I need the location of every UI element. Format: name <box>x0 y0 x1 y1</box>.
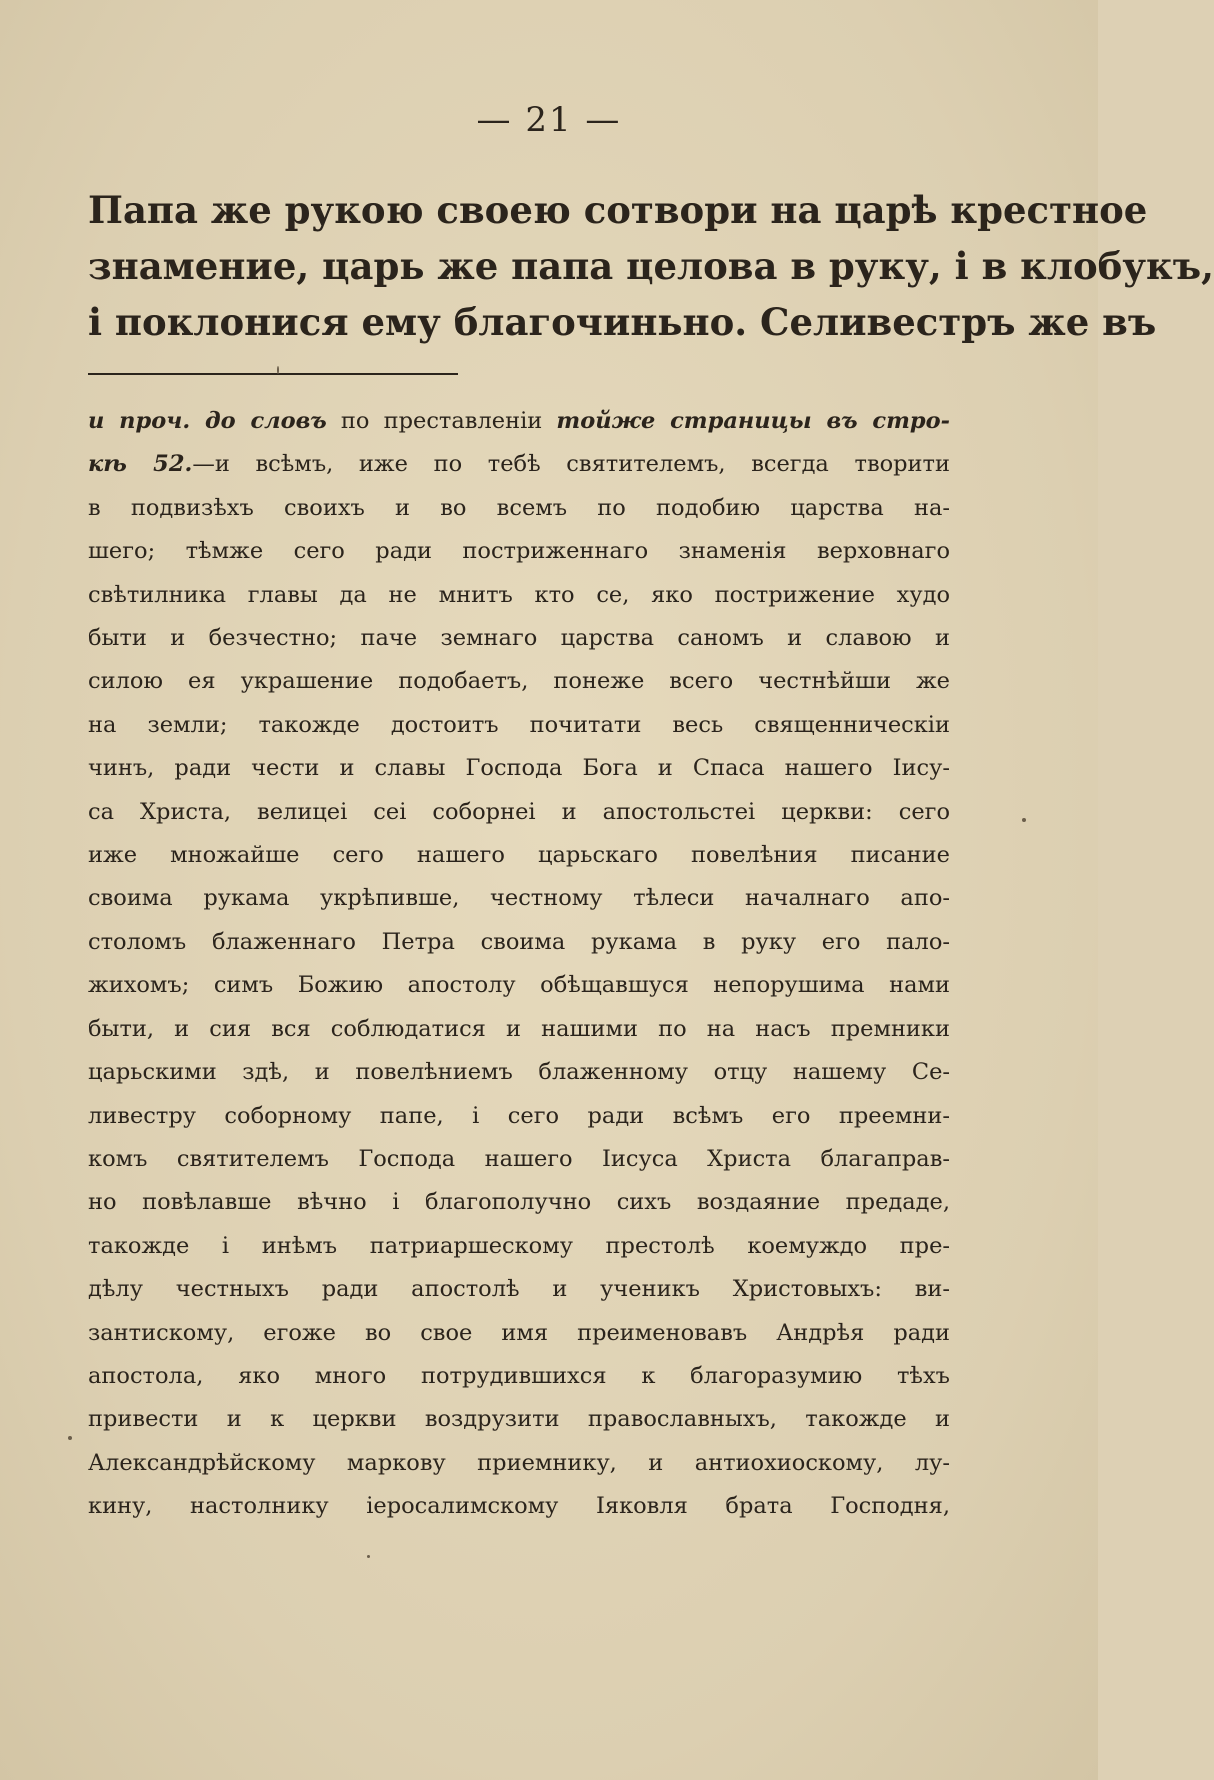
footnote-line <box>88 1398 950 1441</box>
footnote-segment: быти и безчестно; паче земнаго царства саномъ и славою и <box>88 625 950 652</box>
footnote-line <box>88 617 950 660</box>
ink-speck <box>367 1555 370 1558</box>
footnote-line <box>88 1312 950 1355</box>
main-text-line: Папа же рукою своею сотвори на царѣ крестное <box>88 188 1148 232</box>
footnote-line <box>88 791 950 834</box>
footnote-segment: свѣтилника главы да не мнитъ кто се, яко пострижение худо <box>88 581 950 608</box>
ink-speck <box>277 366 279 374</box>
footnote-line <box>88 1268 950 1311</box>
footnote-italic-segment: кѣ 52. <box>88 451 193 478</box>
page-number: — 21 — <box>476 100 622 140</box>
footnote-line <box>88 400 950 443</box>
footnote-line <box>88 747 950 790</box>
footnote-line <box>88 487 950 530</box>
footnote-segment: комъ святителемъ Господа нашего Іисуса Христа благаправ- <box>88 1145 950 1172</box>
footnote-segment: силою ея украшение подобаетъ, понеже всего честнѣйши же <box>88 668 950 695</box>
ink-speck <box>68 1436 72 1440</box>
footnote-segment: шего; тѣмже сего ради постриженнаго знаменія верховнаго <box>88 538 950 565</box>
footnote-segment: апостола, яко много потрудившихся к благоразумию тѣхъ <box>88 1362 950 1389</box>
footnote-segment: ливестру соборному папе, і сего ради всѣмъ его преемни- <box>88 1102 950 1129</box>
footnote-italic-segment: тойже страницы въ стро- <box>556 408 950 434</box>
footnote-segment: чинъ, ради чести и славы Господа Бога и Спаса нашего Іису- <box>88 755 950 782</box>
footnote-segment: но повѣлавше вѣчно і благополучно сихъ воздаяние предаде, <box>88 1189 950 1216</box>
footnote-segment: в подвизѣхъ своихъ и во всемъ по подобию царства на- <box>88 494 950 521</box>
footnote-segment: на земли; такожде достоитъ почитати весь священническіи <box>88 711 950 738</box>
footnote-segment: —и всѣмъ, иже по тебѣ святителемъ, всегда творити <box>192 451 951 478</box>
footnote-divider <box>88 373 458 375</box>
main-text <box>88 182 1214 350</box>
footnote-line <box>88 877 950 920</box>
footnote-segment: зантискому, егоже во свое имя преименовавъ Андрѣя ради <box>88 1319 950 1346</box>
footnote-segment: быти, и сия вся соблюдатися и нашими по на насъ премники <box>88 1015 950 1042</box>
footnote-text <box>88 400 950 1529</box>
footnote-line <box>88 921 950 964</box>
footnote-segment: столомъ блаженнаго Петра своима рукама в руку его пало- <box>88 928 950 955</box>
footnote-line <box>88 1355 950 1398</box>
footnote-line <box>88 964 950 1007</box>
footnote-line <box>88 1225 950 1268</box>
footnote-segment: по преставленіи <box>326 408 557 434</box>
footnote-line <box>88 1181 950 1224</box>
footnote-line <box>88 660 950 703</box>
footnote-segment: жихомъ; симъ Божию апостолу обѣщавшуся непорушима нами <box>88 972 950 999</box>
footnote-segment: такожде і инѣмъ патриаршескому престолѣ коемуждо пре- <box>88 1232 950 1259</box>
footnote-segment: привести и к церкви воздрузити православныхъ, такожде и <box>88 1406 950 1433</box>
footnote-segment: царьскими здѣ, и повелѣниемъ блаженному отцу нашему Се- <box>88 1059 950 1086</box>
footnote-line <box>88 704 950 747</box>
footnote-line <box>88 1008 950 1051</box>
footnote-segment: дѣлу честныхъ ради апостолѣ и ученикъ Христовыхъ: ви- <box>88 1276 950 1303</box>
footnote-line <box>88 1095 950 1138</box>
footnote-line <box>88 574 950 617</box>
footnote-line <box>88 443 950 486</box>
main-text-line: знамение, царь же папа целова в руку, і в клобукъ, <box>88 244 1214 288</box>
footnote-line <box>88 1442 950 1485</box>
footnote-segment: кину, настолнику іеросалимскому Іяковля брата Господня, <box>88 1493 950 1520</box>
footnote-line <box>88 834 950 877</box>
main-text-line: і поклонися ему благочиньно. Селивестръ же въ <box>88 300 1157 344</box>
ink-speck <box>1022 818 1026 822</box>
footnote-line <box>88 1485 950 1528</box>
footnote-line <box>88 530 950 573</box>
footnote-segment: своима рукама укрѣпивше, честному тѣлеси началнаго апо- <box>88 885 950 912</box>
footnote-italic-segment: и проч. до словъ <box>88 408 327 434</box>
footnote-segment: Александрѣйскому маркову приемнику, и антиохиоскому, лу- <box>88 1449 950 1476</box>
footnote-segment: са Христа, велицеі сеі соборнеі и апостольстеі церкви: сего <box>88 798 950 825</box>
footnote-line <box>88 1138 950 1181</box>
footnote-line <box>88 1051 950 1094</box>
footnote-segment: иже множайше сего нашего царьскаго повелѣния писание <box>88 842 950 869</box>
